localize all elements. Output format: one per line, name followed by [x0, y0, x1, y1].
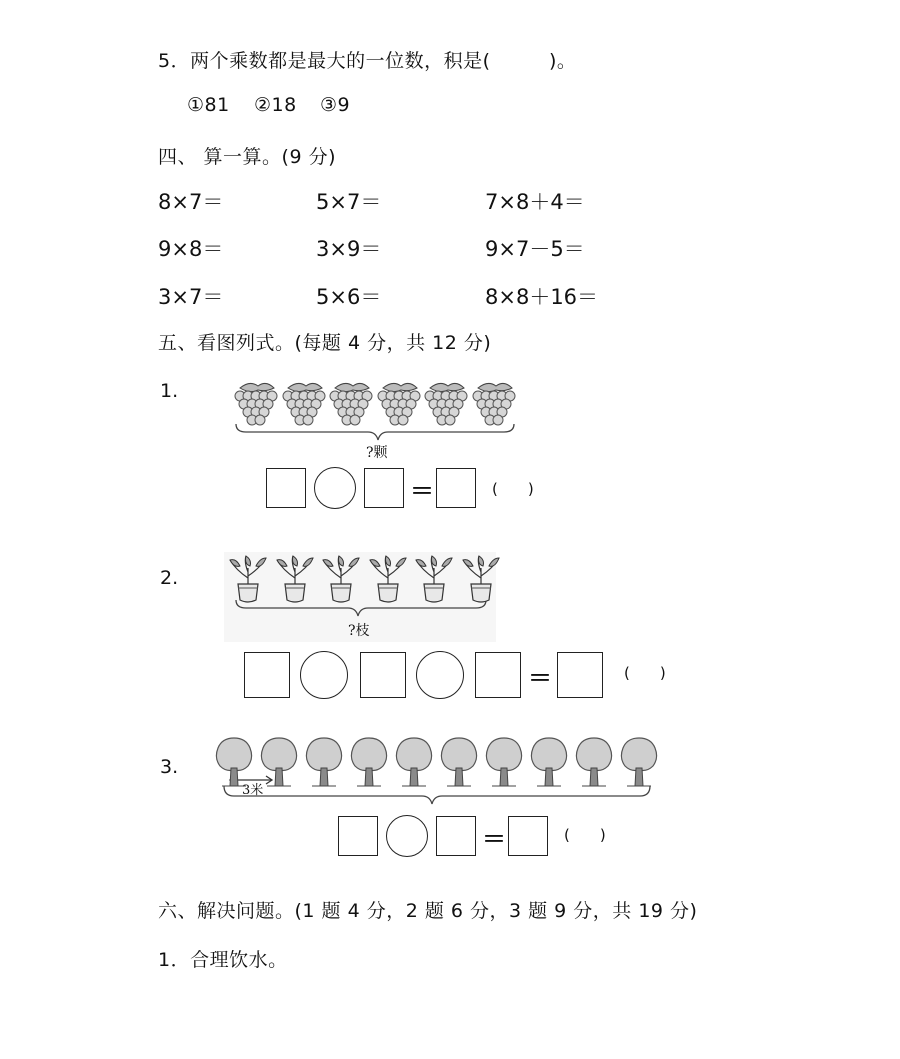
grape-bunch-icon — [325, 380, 375, 426]
calc-item: 3×9＝ — [316, 237, 382, 261]
option-2: ②18 — [254, 94, 297, 116]
section-5-title: 五、看图列式。(每题 4 分，共 12 分) — [158, 332, 492, 354]
grape-bunch-icon — [468, 380, 518, 426]
tree-icon — [484, 736, 524, 790]
unit-paren[interactable]: ( ) — [564, 826, 606, 844]
section-6-question-1: 1．合理饮水。 — [158, 949, 288, 971]
calc-item: 9×8＝ — [158, 237, 224, 261]
grape-bunch-icon — [278, 380, 328, 426]
calc-item: 8×7＝ — [158, 190, 224, 214]
calc-item: 5×7＝ — [316, 190, 382, 214]
calc-item: 9×7－5＝ — [485, 237, 585, 261]
flower-pot-icon — [459, 554, 503, 606]
operator-circle[interactable] — [386, 815, 428, 857]
equals-sign: ＝ — [482, 825, 506, 853]
problem-1-caption: ?颗 — [366, 445, 388, 461]
tree-icon — [349, 736, 389, 790]
flower-pot-icon — [366, 554, 410, 606]
problem-2-number: 2. — [160, 567, 179, 589]
tree-icon — [439, 736, 479, 790]
flower-pot-icon — [273, 554, 317, 606]
unit-paren[interactable]: ( ) — [492, 480, 534, 498]
equals-sign: ＝ — [528, 664, 552, 692]
answer-box[interactable] — [338, 816, 378, 856]
problem-2-caption: ?枝 — [348, 623, 370, 639]
flower-pot-icon — [412, 554, 456, 606]
section-4-title: 四、 算一算。(9 分) — [158, 146, 336, 168]
tree-icon — [304, 736, 344, 790]
answer-box[interactable] — [436, 816, 476, 856]
problem-1-number: 1. — [160, 380, 179, 402]
tree-icon — [394, 736, 434, 790]
equals-sign: ＝ — [410, 477, 434, 505]
calc-item: 5×6＝ — [316, 285, 382, 309]
section-6-title: 六、解决问题。(1 题 4 分，2 题 6 分，3 题 9 分，共 19 分) — [158, 900, 698, 922]
question-5-text: 5．两个乘数都是最大的一位数，积是( )。 — [158, 50, 577, 72]
option-3: ③9 — [320, 94, 351, 116]
tree-icon — [214, 736, 254, 790]
distance-label: 3米 — [242, 783, 264, 798]
tree-icon — [574, 736, 614, 790]
flower-pot-icon — [226, 554, 270, 606]
grape-bunch-icon — [230, 380, 280, 426]
grape-bunch-icon — [420, 380, 470, 426]
calc-item: 7×8＋4＝ — [485, 190, 585, 214]
problem-3-number: 3. — [160, 756, 179, 778]
flower-pot-icon — [319, 554, 363, 606]
tree-icon — [259, 736, 299, 790]
tree-icon — [529, 736, 569, 790]
tree-icon — [619, 736, 659, 790]
calc-item: 3×7＝ — [158, 285, 224, 309]
calc-item: 8×8＋16＝ — [485, 285, 599, 309]
answer-box[interactable] — [508, 816, 548, 856]
unit-paren[interactable]: ( ) — [624, 664, 666, 682]
option-1: ①81 — [187, 94, 230, 116]
grape-bunch-icon — [373, 380, 423, 426]
